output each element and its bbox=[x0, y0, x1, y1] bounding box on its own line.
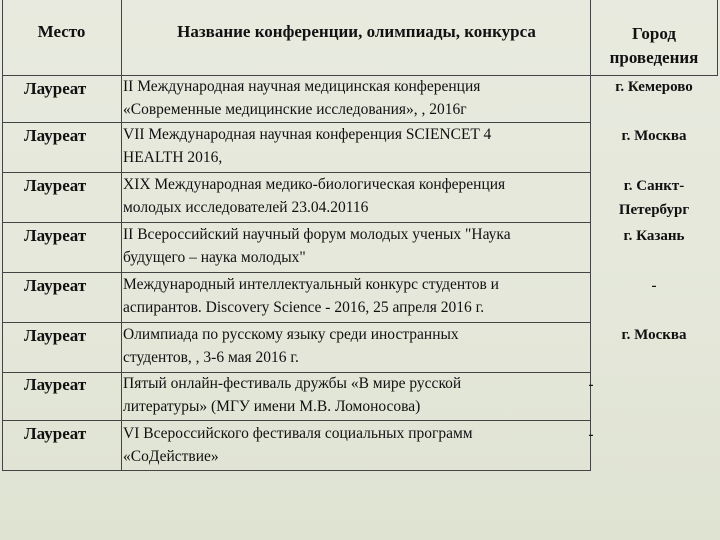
header-city: Город проведения bbox=[609, 24, 699, 67]
row-place: Лауреат bbox=[24, 375, 87, 394]
row-city: - bbox=[588, 427, 594, 443]
left-border bbox=[2, 0, 3, 470]
row-city: г. Москва bbox=[621, 128, 687, 144]
row-title: VII Международная научная конференция SCIENCET 4 HEALTH 2016, bbox=[123, 126, 492, 166]
row-title: Международный интеллектуальный конкурс студентов и аспирантов. Discovery Science - 2016, 25 апреля 2016 г. bbox=[123, 276, 499, 316]
row-city: г. Москва bbox=[621, 327, 687, 343]
header-place: Место bbox=[37, 22, 86, 41]
row-city: г. Санкт-Петербург bbox=[618, 178, 690, 218]
row-divider bbox=[2, 420, 591, 421]
row-city: г. Кемерово bbox=[615, 79, 693, 95]
table-bottom bbox=[2, 470, 591, 471]
row-title: VI Всероссийского фестиваля социальных программ «СоДействие» bbox=[123, 425, 473, 465]
row-title: II Международная научная медицинская конференция «Современные медицинские исследования», , 2016г bbox=[123, 78, 481, 118]
row-place: Лауреат bbox=[24, 126, 87, 145]
row-place: Лауреат bbox=[24, 326, 87, 345]
row-place: Лауреат bbox=[24, 226, 87, 245]
column-divider-1 bbox=[121, 0, 122, 470]
row-title: II Всероссийский научный форум молодых ученых "Наука будущего – наука молодых" bbox=[123, 226, 511, 266]
row-place: Лауреат bbox=[24, 424, 87, 443]
row-city: - bbox=[588, 377, 594, 393]
right-border-top bbox=[717, 0, 718, 75]
row-place: Лауреат bbox=[24, 176, 87, 195]
row-title: XIX Международная медико-биологическая конференция молодых исследователей 23.04.20116 bbox=[123, 176, 506, 216]
header-name: Название конференции, олимпиады, конкурса bbox=[177, 22, 536, 41]
row-city: г. Казань bbox=[623, 228, 685, 244]
row-city: - bbox=[651, 278, 657, 294]
row-title: Пятый онлайн-фестиваль дружбы «В мире русской литературы» (МГУ имени М.В. Ломоносова) bbox=[123, 375, 462, 415]
row-place: Лауреат bbox=[24, 79, 87, 98]
row-place: Лауреат bbox=[24, 276, 87, 295]
row-title: Олимпиада по русскому языку среди иностранных студентов, , 3-6 мая 2016 г. bbox=[123, 326, 459, 366]
